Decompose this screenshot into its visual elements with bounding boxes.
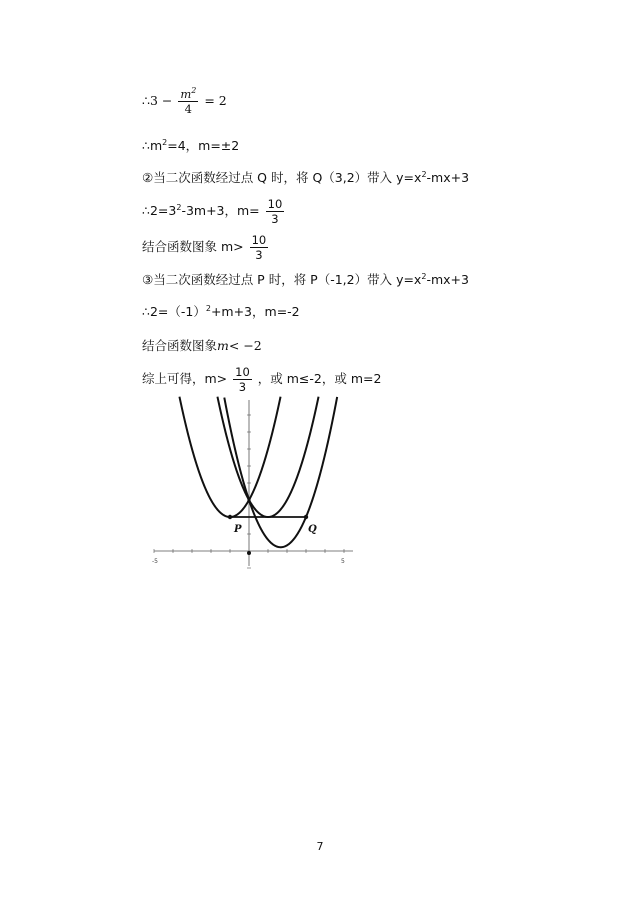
- parabola-m-2: [217, 397, 318, 517]
- conclusion-line-8: 结合函数图象m< −2: [142, 338, 262, 353]
- conclusion-line-5: 结合函数图象 m> $\frac{10}{3}$: [142, 233, 267, 263]
- tick-label-5: 5: [341, 558, 345, 565]
- equation-line-7: $\therefore 2=(-1)^2+m+3$，m=-2: [142, 304, 300, 319]
- page-number: 7: [316, 840, 324, 853]
- fraction-10-over-3: $\frac{10}{3}$: [235, 365, 250, 395]
- final-conclusion: 综上可得，m> $\frac{10}{3}$ ，或 m≤-2，或 m=2: [142, 365, 382, 395]
- origin-point: [247, 551, 251, 555]
- equation-line-2: $\therefore m^2=4$，m=±2: [142, 138, 240, 153]
- point-p: [228, 515, 232, 519]
- therefore-symbol: ∴: [142, 93, 150, 109]
- fraction-10-over-3: $\frac{10}{3}$: [251, 233, 267, 263]
- case-q-heading: ②当二次函数经过点 Q 时，将 Q（3,2）带入 $y=x^2-mx+3$: [142, 170, 470, 185]
- fraction-m2-over-4: $\frac{m^2}{4}$: [180, 86, 197, 117]
- label-q: Q: [308, 524, 317, 535]
- equation-line-1: ∴3 − $\frac{m^2}{4}$ = 2: [142, 86, 227, 117]
- equation-line-4: $\therefore 2=3^2-3m+3$，m= $\frac{10}{3}$: [142, 197, 283, 227]
- parabola-m-neg2: [179, 397, 280, 517]
- fraction-10-over-3: $\frac{10}{3}$: [267, 197, 283, 227]
- parabola-graph: [150, 396, 360, 571]
- point-q: [304, 515, 308, 519]
- tick-label-neg5: -5: [152, 558, 158, 565]
- label-p: P: [234, 524, 242, 535]
- case-p-heading: ③当二次函数经过点 P 时，将 P（-1,2）带入 $y=x^2-mx+3$: [142, 272, 469, 287]
